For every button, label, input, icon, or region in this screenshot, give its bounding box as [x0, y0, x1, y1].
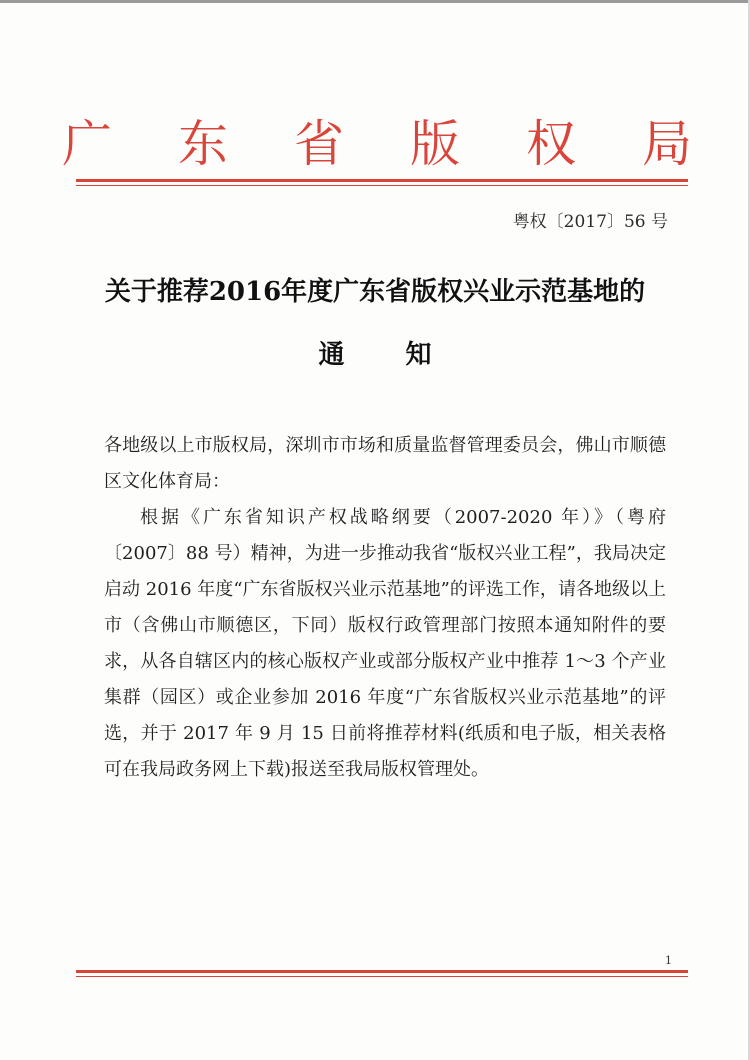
letterhead-divider-thick [76, 179, 688, 182]
page-top-edge [0, 0, 750, 3]
letterhead-divider-thin [76, 185, 688, 186]
document-title-line-2: 通 知 [318, 340, 458, 370]
letterhead-char: 广 [62, 115, 112, 173]
letterhead-char: 局 [642, 115, 692, 173]
letterhead-char: 东 [178, 115, 228, 173]
page-number: 1 [665, 954, 672, 967]
document-title-line-1: 关于推荐2016年度广东省版权兴业示范基地的 [104, 277, 646, 307]
letterhead-char: 版 [410, 115, 460, 173]
letterhead-issuer [62, 112, 692, 176]
letterhead-char: 省 [294, 115, 344, 173]
document-number: 粤权〔2017〕56 号 [512, 212, 668, 232]
footer-divider-thin [76, 976, 688, 977]
addressee-line: 各地级以上市版权局，深圳市市场和质量监督管理委员会，佛山市顺德区文化体育局： [104, 435, 666, 492]
footer-divider-thick [76, 970, 688, 973]
body-paragraph: 根据《广东省知识产权战略纲要（2007-2020 年）》（粤府〔2007〕88 号）精神，为进一步推动我省“版权兴业工程”，我局决定启动 2016 年度“广东省版权兴业示范基地”的评选工作，请各地级以上市（含佛山市顺德区，下同）版权行政管理部门按照本通知附件的要求，从各自辖区内的核心版权产业或部分版权产业中推荐 1～3 个产业集群（园区）或企业参加 2016 年度“广东省版权兴业示范基地”的评选，并于 2017 年 9 月 15 日前将推荐材料(纸质和电子版，相关表格可在我局政务网上下载)报送至我局版权管理处。 [104, 507, 666, 780]
letterhead-char: 权 [526, 115, 576, 173]
